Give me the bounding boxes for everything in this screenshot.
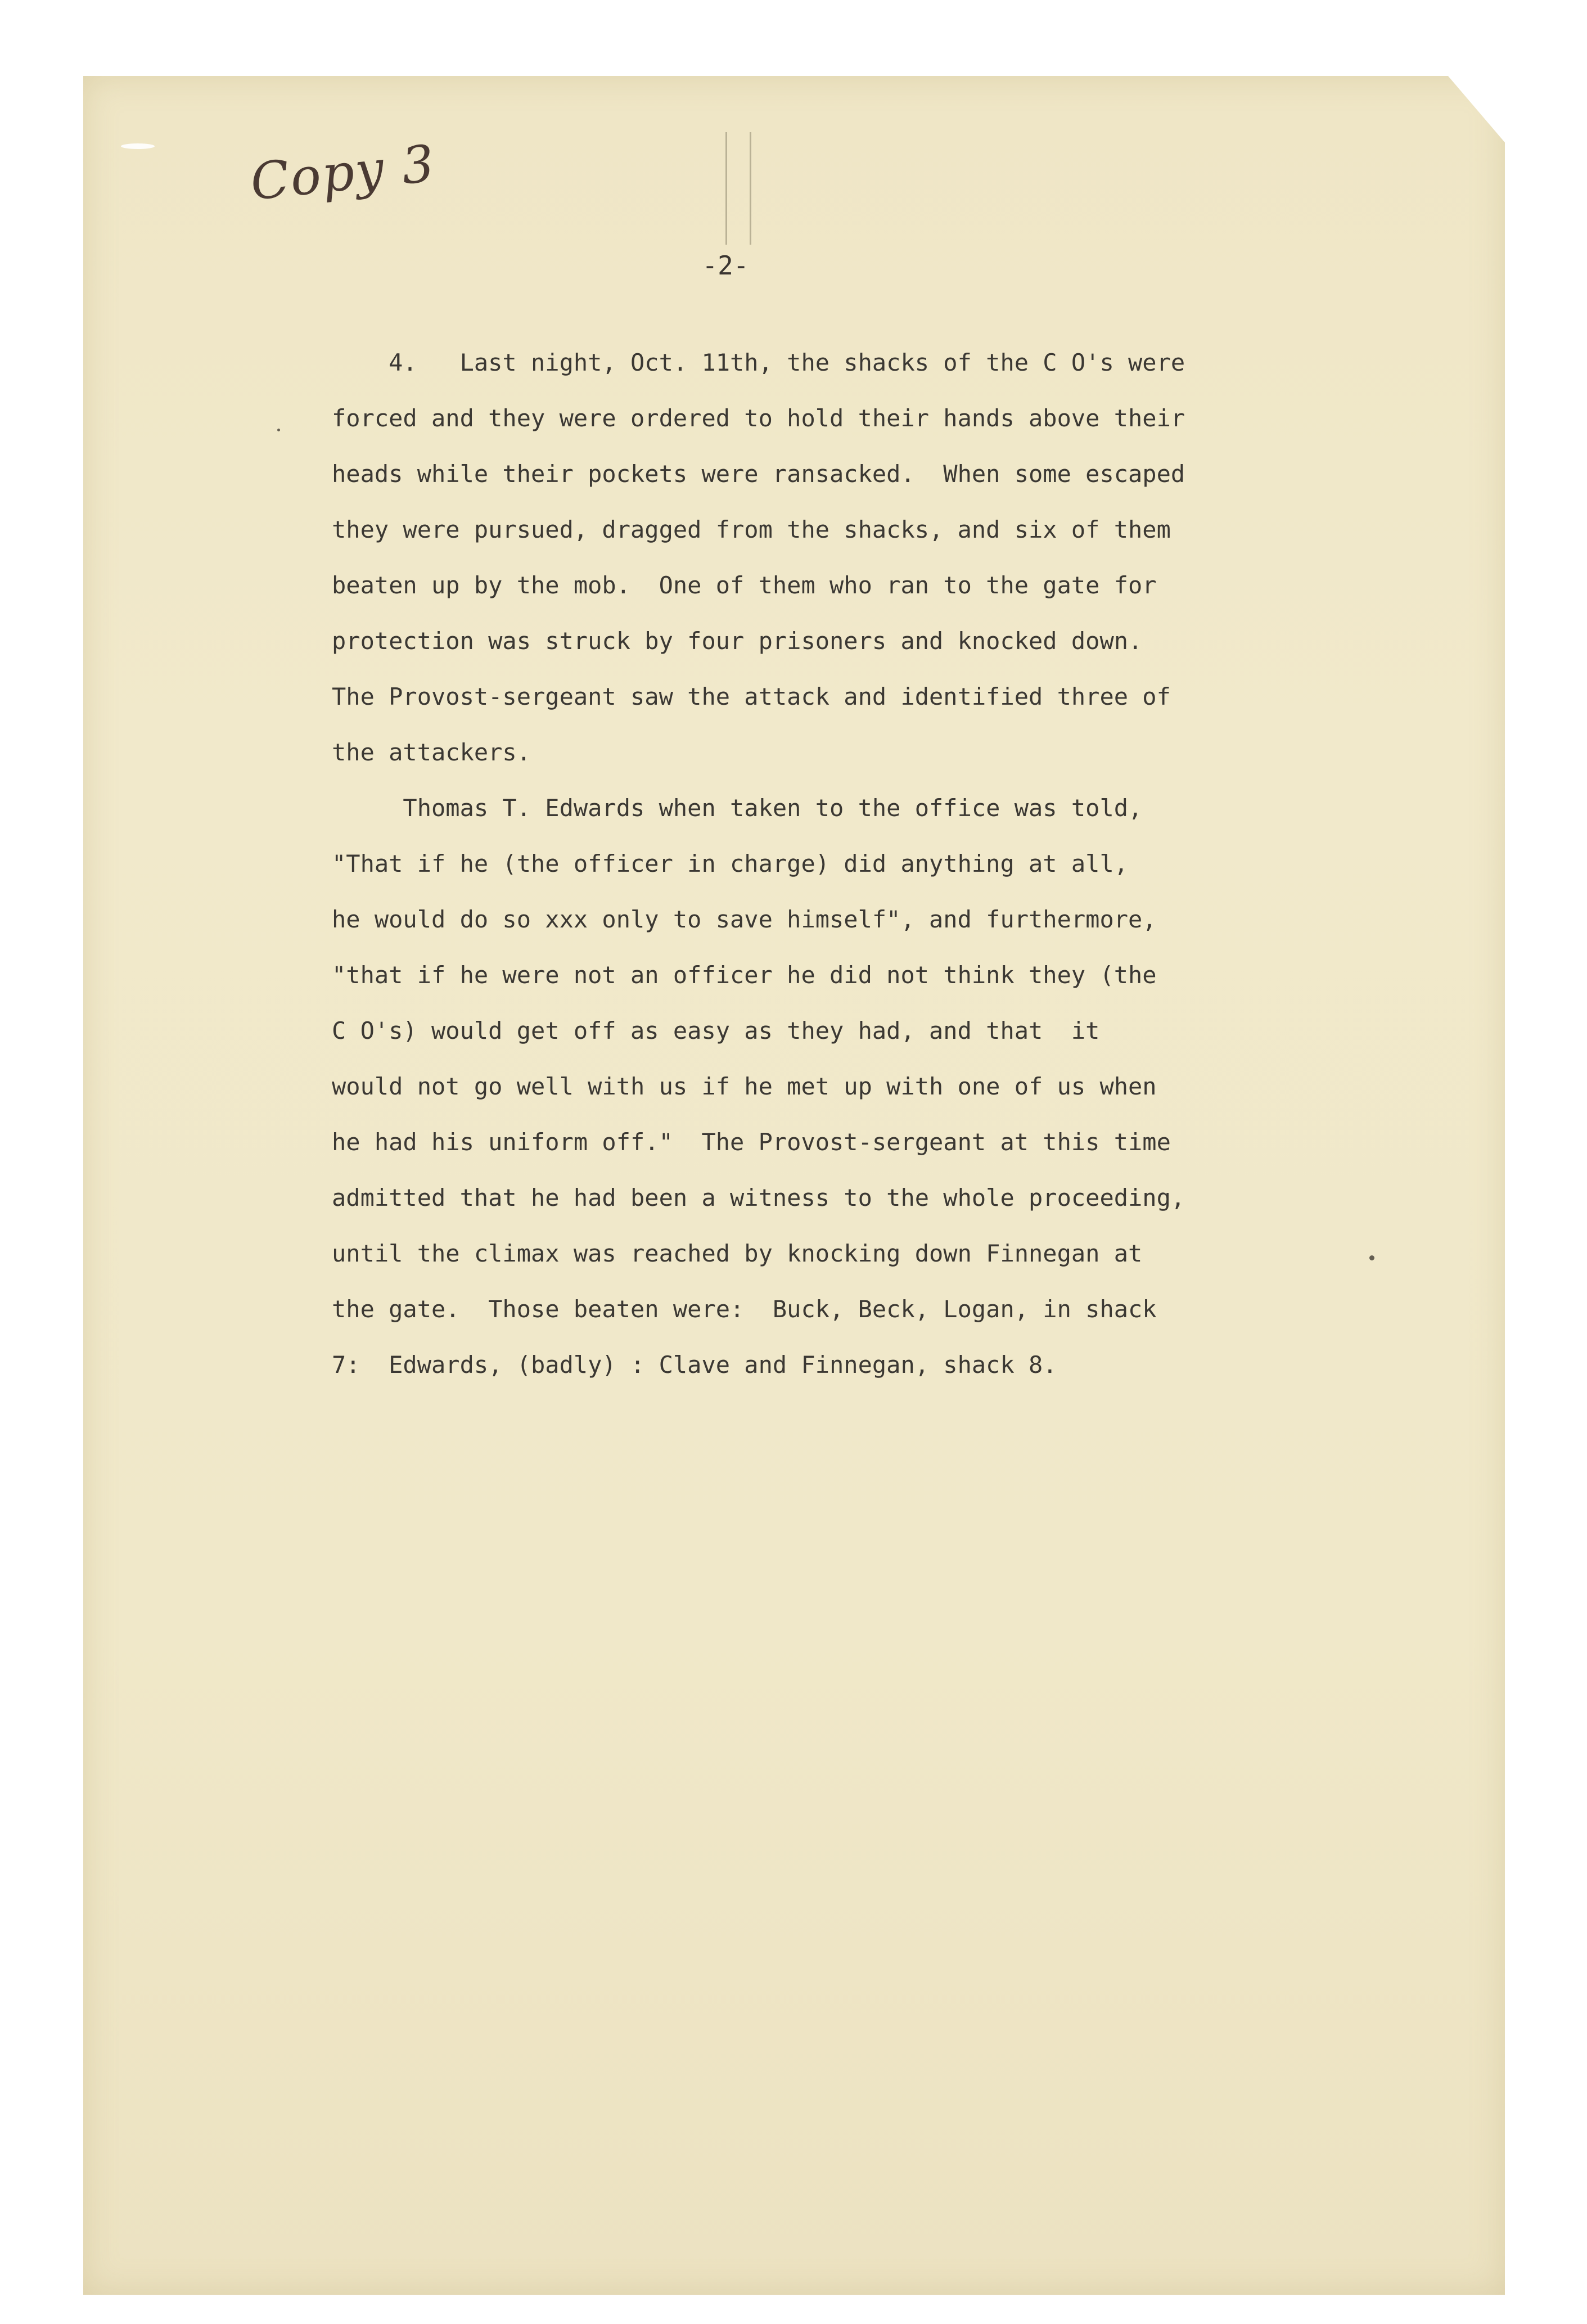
- text-line: beaten up by the mob. One of them who ran to the gate for: [332, 571, 1157, 599]
- body-text: [332, 335, 1367, 1393]
- text-line: 4. Last night, Oct. 11th, the shacks of the C O's were: [332, 349, 1185, 376]
- text-line: the attackers.: [332, 738, 531, 766]
- ink-speck: [1369, 1255, 1374, 1260]
- text-line: 7: Edwards, (badly) : Clave and Finnegan, shack 8.: [332, 1351, 1057, 1379]
- ink-speck: [121, 143, 155, 149]
- text-line: C O's) would get off as easy as they had, and that it: [332, 1017, 1100, 1044]
- text-line: heads while their pockets were ransacked. When some escaped: [332, 460, 1185, 488]
- text-line: he had his uniform off." The Provost-sergeant at this time: [332, 1128, 1171, 1156]
- text-line: admitted that he had been a witness to the whole proceeding,: [332, 1184, 1185, 1211]
- text-line: they were pursued, dragged from the shacks, and six of them: [332, 516, 1171, 543]
- text-line: the gate. Those beaten were: Buck, Beck, Logan, in shack: [332, 1295, 1157, 1323]
- text-line: "that if he were not an officer he did not think they (the: [332, 961, 1157, 989]
- ink-speck: [277, 429, 280, 431]
- text-line: he would do so xxx only to save himself", and furthermore,: [332, 906, 1157, 933]
- text-line: The Provost-sergeant saw the attack and identified three of: [332, 683, 1171, 710]
- text-line: "That if he (the officer in charge) did anything at all,: [332, 850, 1129, 877]
- text-line: until the climax was reached by knocking down Finnegan at: [332, 1240, 1143, 1267]
- text-line: would not go well with us if he met up with one of us when: [332, 1073, 1157, 1100]
- page-number: -2-: [702, 250, 749, 281]
- handwritten-note: Copy 3: [247, 134, 438, 212]
- text-line: Thomas T. Edwards when taken to the office was told,: [332, 794, 1143, 822]
- text-line: forced and they were ordered to hold their hands above their: [332, 404, 1185, 432]
- text-line: protection was struck by four prisoners and knocked down.: [332, 627, 1143, 655]
- fold-mark: [725, 132, 751, 245]
